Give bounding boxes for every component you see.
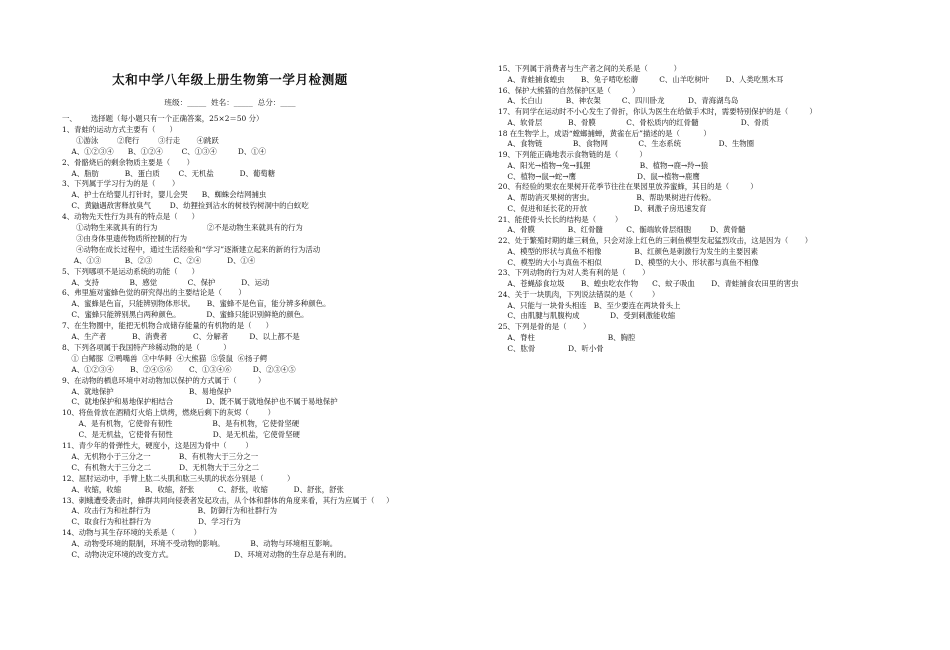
right-question-line: A、脊柱 B、胸腔: [498, 332, 636, 342]
right-question-line: A、阳光→植物→兔→狐狸 B、植物→鹿→羚→狼: [498, 160, 709, 170]
left-question-line: 13、刺蛾遭受袭击时，蜂群共同向侵袭者发起攻击，从个体和群体的角度来看，其行为应属于（ ）: [62, 495, 394, 505]
right-question-line: C、肱骨 D、听小骨: [498, 343, 604, 353]
student-info-line: 班级：_____ 姓名：_____ 总分：____: [164, 98, 296, 107]
left-question-line: C、是无机盐，它使骨有韧性 D、是无机盐，它使骨坚硬: [62, 430, 300, 440]
left-question-line: A、是有机物，它使骨有韧性 B、是有机物，它使骨坚硬: [62, 419, 300, 429]
left-question-line: C、就地保护和易地保护相结合 D、既不属于就地保护也不属于易地保护: [62, 397, 338, 407]
left-question-line: 8、下列各项属于我国特产珍稀动物的是（ ）: [62, 342, 231, 352]
left-question-line: 4、动物先天性行为具有的特点是（ ）: [62, 212, 200, 222]
right-question-line: A、食物链 B、食物网 C、生态系统 D、生物圈: [498, 139, 755, 149]
left-question-line: A、攻击行为和社群行为 B、防御行为和社群行为: [62, 506, 277, 516]
left-question-line: 1、青蛙的运动方式主要有（ ）: [62, 124, 177, 134]
left-question-line: 12、屈肘运动中，手臂上肱二头肌和肱三头肌的状态分别是（ ）: [62, 473, 295, 483]
right-question-line: A、苍蝇舔食垃圾 B、蝗虫吃农作物 C、蚊子吸血 D、青蛙捕食农田里的害虫: [498, 279, 799, 288]
left-question-line: A、支持 B、感觉 C、保护 D、运动: [62, 277, 270, 287]
left-question-line: ① 白鳍豚 ②鸭嘴兽 ③中华鲟 ④大熊猫 ⑤袋鼠 ⑥扬子鳄: [62, 353, 268, 363]
right-question-line: A、骨膜 B、红骨髓 C、骺端软骨层细胞 D、黄骨髓: [498, 225, 746, 235]
left-question-line: 9、在动物的栖息环境中对动物加以保护的方式属于（ ）: [62, 375, 266, 385]
left-question-line: C、取食行为和社群行为 D、学习行为: [62, 517, 241, 527]
right-question-line: 22、处于繁殖时期的雄三刺鱼，只会对涂上红色的三刺鱼模型发起猛烈攻击，这是因为（ ）: [498, 236, 813, 245]
right-question-line: A、模型的形状与真鱼不相像 B、红颜色是刺激行为发生的主要因素: [498, 246, 758, 256]
left-question-line: A、护士在给婴儿打针时，婴儿会哭 B、蜘蛛会结网捕虫: [62, 190, 267, 200]
right-question-line: C、模型的大小与真鱼不相似 D、模型的大小、形状都与真鱼不相像: [498, 257, 759, 267]
right-question-line: 23、下列动物的行为对人类有利的是（ ）: [498, 268, 650, 278]
left-question-line: 2、骨骼烧后的剩余物质主要是（ ）: [62, 157, 195, 167]
left-question-line: A、无机物小于三分之一 B、有机物大于三分之一: [62, 451, 259, 461]
right-question-line: A、长白山 B、神农架 C、四川卧龙 D、青海湖鸟岛: [498, 96, 739, 106]
right-question-line: C、植物→鼠→蛇→鹰 D、鼠→植物→鹿鹰: [498, 171, 700, 181]
left-question-line: A、蜜蜂是色盲，只能辨别物体形状。 B、蜜蜂不是色盲，能分辨多种颜色。: [62, 299, 331, 309]
left-question-line: C、有机物大于三分之二 D、无机物大于三分之二: [62, 462, 259, 472]
left-question-line: A、①③ B、②③ C、②④ D、①④: [62, 255, 256, 265]
left-question-line: A、①②③④ B、①②④ C、①③④ D、①④: [62, 146, 267, 156]
left-question-line: A、就地保护 B、易地保护: [62, 386, 232, 396]
left-question-line: A、动物受环境的限制，环境不受动物的影响。 B、动物与环境相互影响。: [62, 539, 338, 549]
left-question-line: 3、下列属于学习行为的是（ ）: [62, 179, 180, 189]
exam-title: 太和中学八年级上册生物第一学月检测题: [112, 72, 348, 87]
right-question-line: C、由肌腱与肌腹构成 D、受到刺激能收缩: [498, 311, 676, 321]
right-question-line: 18 在生物学上，成语“螳螂捕蝉，黄雀在后”描述的是（ ）: [498, 128, 711, 138]
left-question-line: 11、青少年的骨弹性大，硬度小，这是因为骨中（ ）: [62, 441, 253, 450]
left-question-line: C、动物决定环境的改变方式。 D、环境对动物的生存总是有利的。: [62, 550, 351, 559]
right-question-line: A、软骨层 B、骨膜 C、骨松质内的红骨髓 D、骨质: [498, 117, 769, 127]
left-question-line: ①游泳 ②爬行 ③行走 ④跳跃: [62, 135, 219, 145]
right-question-line: 16、保护大熊猫的自然保护区是（ ）: [498, 85, 640, 95]
right-question-line: A、青蛙捕食蝗虫 B、兔子啃吃松蘑 C、山羊吃树叶 D、人类吃黑木耳: [498, 74, 784, 84]
left-question-line: C、蜜蜂只能辨别黑白两种颜色。 D、蜜蜂只能识别鲜艳的颜色。: [62, 310, 309, 320]
left-question-line: A、收缩，收缩 B、收缩，舒张 C、舒张，收缩 D、舒张，舒张: [62, 484, 344, 494]
right-question-line: A、帮助消灭果树的害虫。 B、帮助果树进行传粉。: [498, 193, 716, 202]
right-question-line: 19、下列能正确地表示食物链的是（ ）: [498, 150, 647, 159]
left-question-line: 一、 选择题（每小题只有一个正确答案，25×2＝50 分）: [62, 114, 264, 123]
left-question-line: 5、下列哪项不是运动系统的功能（ ）: [62, 266, 200, 276]
right-question-line: 25、下列是骨的是（ ）: [498, 322, 591, 331]
left-question-line: ①动物生来就具有的行为 ②不是动物生来就具有的行为: [62, 223, 303, 232]
right-question-line: 20、有经验的果农在果树开花季节往往在果园里放养蜜蜂，其目的是（ ）: [498, 182, 758, 192]
left-question-line: 6、弗里施对蜜蜂色觉的研究得出的主要结论是（ ）: [62, 288, 246, 298]
left-question-line: 7、在生物圈中，能把无机物合成储存能量的有机物的是（ ）: [62, 321, 273, 331]
right-question-line: 17、有同学在运动时不小心发生了骨折，你认为医生在给做手术时，需要特别保护的是（ ）: [498, 107, 817, 116]
left-question-line: 14、动物与其生存环境的关系是（ ）: [62, 528, 202, 538]
right-question-line: C、促进和延长花的开放 D、刺激子房迅速发育: [498, 203, 707, 213]
left-question-line: A、生产者 B、消费者 C、分解者 D、以上都不是: [62, 332, 300, 341]
right-question-line: 24、关于一块肌肉，下列说法错误的是（ ）: [498, 289, 660, 299]
left-question-line: A、①②③④ B、②④⑤⑥ C、①③④⑥ D、②③④⑤: [62, 364, 296, 374]
right-question-line: 15、下列属于消费者与生产者之间的关系是（ ）: [498, 64, 682, 73]
left-question-line: ③由身体里遗传物质所控制的行为: [62, 233, 187, 243]
right-question-line: A、只能与一块骨头相连 B、至少要连在两块骨头上: [498, 300, 681, 310]
right-question-line: 21、能使骨头长长的结构是（ ）: [498, 214, 623, 224]
left-question-line: A、脂肪 B、蛋白质 C、无机盐 D、葡萄糖: [62, 168, 276, 178]
left-question-line: ④动物在成长过程中，通过生活经验和“学习”逐渐建立起来的新的行为活动: [62, 244, 321, 254]
left-question-line: C、黄鼬遇敌害释放臭气 D、幼狸捡到沾水的树枝钓树洞中的白蚁吃: [62, 201, 309, 211]
left-question-line: 10、将鱼骨放在酒精灯火焰上烘烤，燃烧后剩下的灰烬（ ）: [62, 408, 275, 418]
